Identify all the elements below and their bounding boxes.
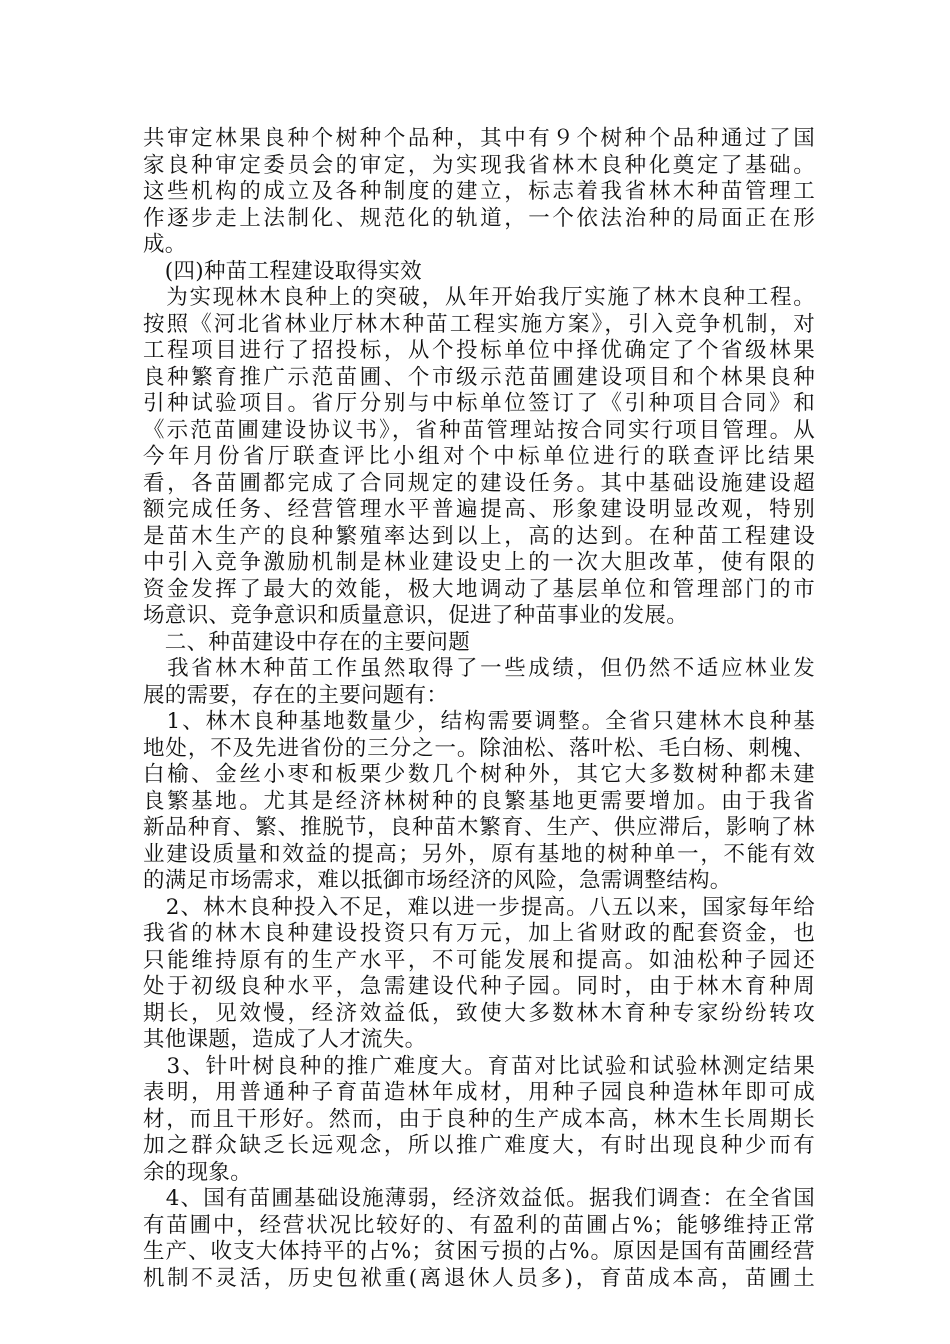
text-line: 材，而且干形好。然而，由于良种的生产成本高，林木生长周期长	[143, 1106, 815, 1132]
text-line: 资金发挥了最大的效能，极大地调动了基层单位和管理部门的市	[143, 576, 815, 602]
text-line: 地处，不及先进省份的三分之一。除油松、落叶松、毛白杨、刺槐、	[143, 735, 815, 761]
text-line: (四)种苗工程建设取得实效	[143, 258, 422, 284]
text-line: 按照《河北省林业厅林木种苗工程实施方案》，引入竞争机制，对	[143, 311, 815, 337]
text-line: 加之群众缺乏长远观念，所以推广难度大，有时出现良种少而有	[143, 1133, 815, 1158]
text-line: 余的现象。	[143, 1159, 253, 1185]
text-line: 额完成任务、经营管理水平普遍提高、形象建设明显改观，特别	[143, 497, 815, 522]
text-line: 的满足市场需求，难以抵御市场经济的风险，急需调整结构。	[143, 868, 732, 893]
text-line: 为实现林木良种上的突破，从年开始我厅实施了林木良种工程。	[143, 285, 815, 310]
text-line: 1、林木良种基地数量少，结构需要调整。全省只建林木良种基	[143, 709, 815, 734]
text-line: 3、针叶树良种的推广难度大。育苗对比试验和试验林测定结果	[143, 1053, 815, 1079]
text-line: 成。	[143, 232, 187, 257]
text-line: 我省的林木良种建设投资只有万元，加上省财政的配套资金，也	[143, 921, 815, 946]
text-line: 中引入竞争激励机制是林业建设史上的一次大胆改革，使有限的	[143, 550, 815, 575]
text-line: 生产、收支大体持平的占%；贫困亏损的占%。原因是国有苗圃经营	[143, 1239, 815, 1264]
text-line: 处于初级良种水平，急需建设代种子园。同时，由于林木育种周	[143, 974, 815, 999]
text-line: 今年月份省厅联查评比小组对个中标单位进行的联查评比结果	[143, 444, 815, 469]
text-line: 《示范苗圃建设协议书》，省种苗管理站按合同实行项目管理。从	[143, 417, 815, 443]
text-line: 4、国有苗圃基础设施薄弱，经济效益低。据我们调查：在全省国	[143, 1186, 815, 1211]
text-line: 表明，用普通种子育苗造林年成材，用种子园良种造林年即可成	[143, 1080, 815, 1105]
text-line: 只能维持原有的生产水平，不可能发展和提高。如油松种子园还	[143, 947, 815, 973]
body-text	[143, 126, 815, 1292]
text-line: 二、种苗建设中存在的主要问题	[143, 629, 471, 655]
text-line: 共审定林果良种个树种个品种，其中有９个树种个品种通过了国	[143, 126, 815, 151]
text-line: 这些机构的成立及各种制度的建立，标志着我省林木种苗管理工	[143, 179, 815, 204]
text-line: 家良种审定委员会的审定，为实现我省林木良种化奠定了基础。	[143, 152, 815, 178]
text-line: 期长，见效慢，经济效益低，致使大多数林木育种专家纷纷转攻	[143, 1000, 815, 1026]
text-line: 场意识、竞争意识和质量意识，促进了种苗事业的发展。	[143, 603, 689, 628]
text-line: 白榆、金丝小枣和板栗少数几个树种外，其它大多数树种都未建	[143, 762, 815, 787]
text-line: 有苗圃中，经营状况比较好的、有盈利的苗圃占%；能够维持正常	[143, 1212, 815, 1238]
text-line: 业建设质量和效益的提高；另外，原有基地的树种单一，不能有效	[143, 841, 815, 867]
text-line: 工程项目进行了招投标，从个投标单位中择优确定了个省级林果	[143, 338, 815, 363]
text-line: 良种繁育推广示范苗圃、个市级示范苗圃建设项目和个林果良种	[143, 364, 815, 390]
text-line: 其他课题，造成了人才流失。	[143, 1027, 427, 1052]
text-line: 引种试验项目。省厅分别与中标单位签订了《引种项目合同》和	[143, 391, 815, 416]
text-line: 机制不灵活，历史包袱重(离退休人员多)，育苗成本高，苗圃土	[143, 1265, 815, 1291]
text-line: 2、林木良种投入不足，难以进一步提高。八五以来，国家每年给	[143, 894, 815, 920]
text-line: 展的需要，存在的主要问题有：	[143, 682, 449, 708]
text-line: 看，各苗圃都完成了合同规定的建设任务。其中基础设施建设超	[143, 470, 815, 496]
text-line: 我省林木种苗工作虽然取得了一些成绩，但仍然不适应林业发	[143, 656, 815, 681]
text-line: 是苗木生产的良种繁殖率达到以上，高的达到。在种苗工程建设	[143, 523, 815, 549]
text-line: 作逐步走上法制化、规范化的轨道，一个依法治种的局面正在形	[143, 205, 815, 231]
text-line: 良繁基地。尤其是经济林树种的良繁基地更需要增加。由于我省	[143, 788, 815, 814]
text-line: 新品种育、繁、推脱节，良种苗木繁育、生产、供应滞后，影响了林	[143, 815, 815, 840]
